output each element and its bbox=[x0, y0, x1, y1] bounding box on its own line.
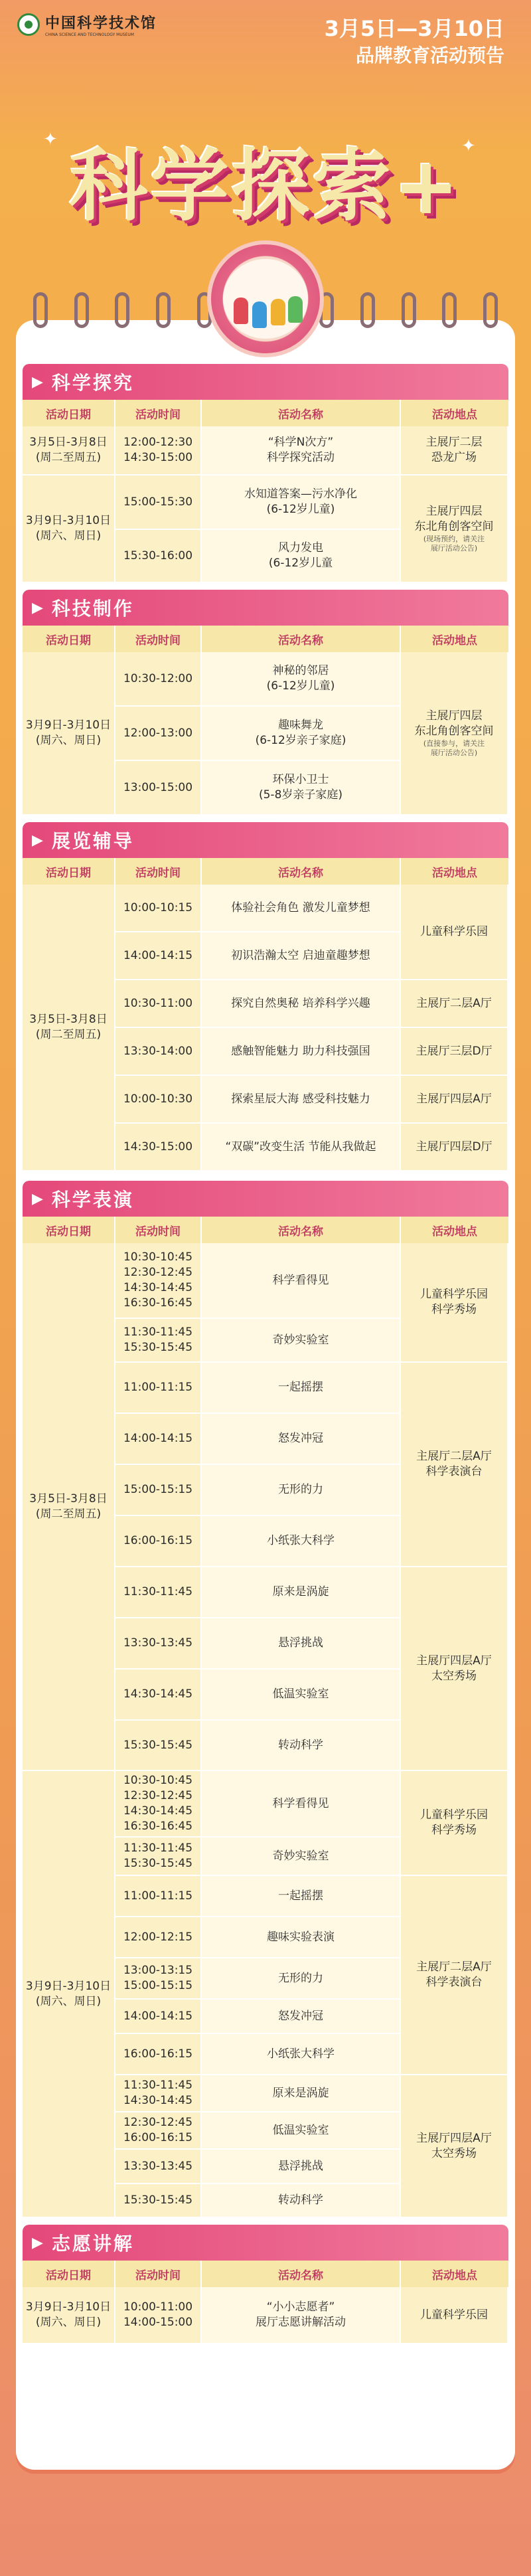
cell-activity: “双碳”改变生活 节能从我做起 bbox=[202, 1124, 401, 1171]
cell-activity: 水知道答案—污水净化 (6-12岁儿童) bbox=[202, 475, 401, 530]
col-time: 活动时间 bbox=[115, 1217, 202, 1243]
child-figure-icon bbox=[234, 298, 248, 324]
cell-place: 儿童科学乐园 科学秀场 bbox=[401, 1771, 508, 1876]
cell-activity: 小纸张大科学 bbox=[202, 2034, 401, 2075]
cell-place: 主展厅二层A厅 bbox=[401, 980, 508, 1028]
cell-time: 14:30-14:45 bbox=[115, 1670, 202, 1721]
col-place: 活动地点 bbox=[432, 634, 477, 647]
cell-place: 儿童科学乐园 bbox=[401, 2287, 508, 2344]
place-text: 主展厅四层 东北角创客空间 bbox=[414, 505, 494, 534]
cell-time: 14:30-15:00 bbox=[115, 1124, 202, 1171]
cell-time: 15:30-15:45 bbox=[115, 1721, 202, 1771]
cell-activity: 科学看得见 bbox=[202, 1243, 401, 1319]
table-body bbox=[23, 2287, 508, 2344]
cell-activity: 体验社会角色 激发儿童梦想 bbox=[202, 885, 401, 932]
chevron-icon: ▶ bbox=[32, 2234, 45, 2251]
logo-name: 中国科学技术馆 bbox=[45, 15, 157, 32]
col-place: 活动地点 bbox=[432, 2269, 477, 2282]
kids-illustration-badge bbox=[207, 240, 324, 357]
table-header bbox=[23, 400, 508, 426]
cell-place: 主展厅四层A厅 太空秀场 bbox=[401, 1567, 508, 1771]
binder-ring-icon bbox=[33, 292, 48, 328]
cell-time: 12:00-12:30 14:30-15:00 bbox=[115, 426, 202, 475]
poster-subtitle: 品牌教育活动预告 bbox=[355, 44, 504, 66]
section-title bbox=[23, 364, 508, 400]
cell-activity: 奇妙实验室 bbox=[202, 1838, 401, 1876]
section-title bbox=[23, 590, 508, 626]
cell-place: 主展厅二层 恐龙广场 bbox=[401, 426, 508, 475]
cell-time: 12:00-12:15 bbox=[115, 1917, 202, 1958]
cell-date: 3月9日-3月10日 (周六、周日) bbox=[23, 1771, 115, 2218]
table-header bbox=[23, 626, 508, 652]
cell-date: 3月9日-3月10日 (周六、周日) bbox=[23, 475, 115, 583]
col-name: 活动名称 bbox=[202, 858, 401, 885]
binder-ring-icon bbox=[483, 292, 498, 328]
col-place: 活动地点 bbox=[432, 408, 477, 422]
cell-time: 14:00-14:15 bbox=[115, 2000, 202, 2034]
cell-time: 11:00-11:15 bbox=[115, 1876, 202, 1917]
cell-time: 16:00-16:15 bbox=[115, 2034, 202, 2075]
col-name: 活动名称 bbox=[202, 1217, 401, 1243]
cell-activity: 怒发冲冠 bbox=[202, 1414, 401, 1465]
section-title-text: 科学探究 bbox=[51, 372, 134, 394]
cell-place bbox=[401, 652, 508, 816]
col-name: 活动名称 bbox=[202, 2261, 401, 2287]
chevron-icon: ▶ bbox=[32, 599, 45, 616]
section-science-inquiry bbox=[23, 364, 508, 583]
place-note: (直接参与，请关注 展厅活动公告) bbox=[423, 739, 485, 757]
place-note: (现场预约，请关注 展厅活动公告) bbox=[423, 535, 485, 553]
cell-activity: 怒发冲冠 bbox=[202, 2000, 401, 2034]
cell-place: 主展厅四层D厅 bbox=[401, 1124, 508, 1171]
cell-time: 10:30-10:45 12:30-12:45 14:30-14:45 16:30-16:45 bbox=[115, 1771, 202, 1838]
cell-time: 11:00-11:15 bbox=[115, 1363, 202, 1414]
cell-activity: 悬浮挑战 bbox=[202, 2150, 401, 2184]
section-science-show bbox=[23, 1181, 508, 2218]
sparkle-icon: ✦ bbox=[43, 129, 58, 149]
col-name: 活动名称 bbox=[202, 400, 401, 426]
cell-activity: 原来是涡旋 bbox=[202, 2075, 401, 2112]
col-place: 活动地点 bbox=[432, 866, 477, 880]
poster-title: 科学探索+ bbox=[69, 140, 462, 232]
cell-activity: 趣味舞龙 (6-12岁亲子家庭) bbox=[202, 707, 401, 761]
cell-time: 10:30-11:00 bbox=[115, 980, 202, 1028]
cell-activity: 转动科学 bbox=[202, 1721, 401, 1771]
cell-place: 主展厅二层A厅 科学表演台 bbox=[401, 1363, 508, 1567]
section-volunteer-guide bbox=[23, 2225, 508, 2344]
col-name: 活动名称 bbox=[202, 626, 401, 652]
cell-activity: 小纸张大科学 bbox=[202, 1516, 401, 1567]
logo-emblem-icon bbox=[17, 13, 40, 36]
cell-place: 儿童科学乐园 bbox=[401, 885, 508, 980]
cell-activity: 低温实验室 bbox=[202, 1670, 401, 1721]
col-date: 活动日期 bbox=[23, 400, 115, 426]
child-figure-icon bbox=[288, 296, 303, 323]
chevron-icon: ▶ bbox=[32, 373, 45, 390]
cell-place: 儿童科学乐园 科学秀场 bbox=[401, 1243, 508, 1363]
cell-place bbox=[401, 475, 508, 583]
cell-activity: 初识浩瀚太空 启迪童趣梦想 bbox=[202, 932, 401, 980]
cell-activity: 神秘的邻居 (6-12岁儿童) bbox=[202, 652, 401, 707]
binder-ring-icon bbox=[156, 292, 171, 328]
cell-time: 11:30-11:45 bbox=[115, 1567, 202, 1618]
cell-time: 11:30-11:45 14:30-14:45 bbox=[115, 2075, 202, 2112]
cell-time: 13:00-15:00 bbox=[115, 761, 202, 816]
cell-place: 主展厅二层A厅 科学表演台 bbox=[401, 1876, 508, 2075]
cell-activity: 低温实验室 bbox=[202, 2112, 401, 2150]
section-tech-making bbox=[23, 590, 508, 816]
binder-ring-icon bbox=[402, 292, 416, 328]
cell-time: 16:00-16:15 bbox=[115, 1516, 202, 1567]
section-title-text: 科技制作 bbox=[51, 598, 134, 620]
sparkle-icon: ✦ bbox=[461, 136, 476, 156]
cell-activity: 探索星辰大海 感受科技魅力 bbox=[202, 1076, 401, 1124]
logo-name-en: CHINA SCIENCE AND TECHNOLOGY MUSEUM bbox=[45, 33, 134, 37]
cell-time: 13:00-13:15 15:00-15:15 bbox=[115, 1958, 202, 2000]
cell-time: 14:00-14:15 bbox=[115, 932, 202, 980]
table-header bbox=[23, 1217, 508, 1243]
section-title-text: 志愿讲解 bbox=[51, 2233, 134, 2255]
cell-time: 11:30-11:45 15:30-15:45 bbox=[115, 1319, 202, 1363]
binder-ring-icon bbox=[74, 292, 89, 328]
cell-date: 3月9日-3月10日 (周六、周日) bbox=[23, 2287, 115, 2344]
cell-time: 15:30-16:00 bbox=[115, 530, 202, 583]
cell-time: 15:00-15:15 bbox=[115, 1465, 202, 1516]
date-range: 3月5日—3月10日 bbox=[324, 16, 504, 41]
cell-activity: 转动科学 bbox=[202, 2184, 401, 2218]
table-body bbox=[23, 652, 508, 816]
col-time: 活动时间 bbox=[115, 2261, 202, 2287]
cell-date: 3月5日-3月8日 (周二至周五) bbox=[23, 1243, 115, 1771]
cell-activity: 趣味实验表演 bbox=[202, 1917, 401, 1958]
cell-activity: 无形的力 bbox=[202, 1465, 401, 1516]
cell-time: 10:00-10:30 bbox=[115, 1076, 202, 1124]
cell-time: 10:00-10:15 bbox=[115, 885, 202, 932]
cell-activity: 奇妙实验室 bbox=[202, 1319, 401, 1363]
kids-illustration bbox=[223, 259, 308, 339]
cell-activity: 科学看得见 bbox=[202, 1771, 401, 1838]
table-header bbox=[23, 2261, 508, 2287]
cell-activity: “小小志愿者” 展厅志愿讲解活动 bbox=[202, 2287, 401, 2344]
cell-activity: 悬浮挑战 bbox=[202, 1618, 401, 1670]
cell-activity: 感触智能魅力 助力科技强国 bbox=[202, 1028, 401, 1076]
cell-date: 3月9日-3月10日 (周六、周日) bbox=[23, 652, 115, 816]
cell-activity: 无形的力 bbox=[202, 1958, 401, 2000]
binder-ring-icon bbox=[360, 292, 375, 328]
table-header bbox=[23, 858, 508, 885]
col-place: 活动地点 bbox=[432, 1225, 477, 1239]
place-text: 主展厅四层 东北角创客空间 bbox=[414, 709, 494, 738]
cell-time: 13:30-14:00 bbox=[115, 1028, 202, 1076]
cell-activity: 环保小卫士 (5-8岁亲子家庭) bbox=[202, 761, 401, 816]
cell-place: 主展厅四层A厅 bbox=[401, 1076, 508, 1124]
section-title-text: 科学表演 bbox=[51, 1189, 134, 1211]
cell-time: 11:30-11:45 15:30-15:45 bbox=[115, 1838, 202, 1876]
col-date: 活动日期 bbox=[23, 858, 115, 885]
cell-activity: 原来是涡旋 bbox=[202, 1567, 401, 1618]
museum-logo bbox=[17, 12, 157, 37]
section-title-text: 展览辅导 bbox=[51, 830, 134, 852]
section-title bbox=[23, 1181, 508, 1217]
col-date: 活动日期 bbox=[23, 2261, 115, 2287]
col-time: 活动时间 bbox=[115, 858, 202, 885]
binder-ring-icon bbox=[115, 292, 129, 328]
chevron-icon: ▶ bbox=[32, 831, 45, 849]
cell-activity: “科学N次方” 科学探究活动 bbox=[202, 426, 401, 475]
col-time: 活动时间 bbox=[115, 626, 202, 652]
cell-time: 12:00-13:00 bbox=[115, 707, 202, 761]
section-title bbox=[23, 2225, 508, 2261]
cell-time: 13:30-13:45 bbox=[115, 2150, 202, 2184]
table-body bbox=[23, 1243, 508, 2218]
chevron-icon: ▶ bbox=[32, 1190, 45, 1207]
cell-time: 14:00-14:15 bbox=[115, 1414, 202, 1465]
cell-place: 主展厅三层D厅 bbox=[401, 1028, 508, 1076]
cell-time: 15:00-15:30 bbox=[115, 475, 202, 530]
cell-time: 10:30-12:00 bbox=[115, 652, 202, 707]
cell-activity: 探究自然奥秘 培养科学兴趣 bbox=[202, 980, 401, 1028]
table-body bbox=[23, 885, 508, 1171]
cell-place: 主展厅四层A厅 太空秀场 bbox=[401, 2075, 508, 2218]
col-date: 活动日期 bbox=[23, 1217, 115, 1243]
cell-time: 12:30-12:45 16:00-16:15 bbox=[115, 2112, 202, 2150]
col-date: 活动日期 bbox=[23, 626, 115, 652]
cell-time: 13:30-13:45 bbox=[115, 1618, 202, 1670]
cell-activity: 一起摇摆 bbox=[202, 1363, 401, 1414]
binder-ring-icon bbox=[442, 292, 457, 328]
table-body bbox=[23, 426, 508, 583]
section-exhibit-guidance bbox=[23, 822, 508, 1171]
cell-date: 3月5日-3月8日 (周二至周五) bbox=[23, 885, 115, 1171]
child-figure-icon bbox=[271, 299, 285, 325]
col-time: 活动时间 bbox=[115, 400, 202, 426]
section-title bbox=[23, 822, 508, 858]
cell-time: 15:30-15:45 bbox=[115, 2184, 202, 2218]
cell-activity: 一起摇摆 bbox=[202, 1876, 401, 1917]
cell-time: 10:30-10:45 12:30-12:45 14:30-14:45 16:30-16:45 bbox=[115, 1243, 202, 1319]
cell-activity: 风力发电 (6-12岁儿童 bbox=[202, 530, 401, 583]
cell-date: 3月5日-3月8日 (周二至周五) bbox=[23, 426, 115, 475]
child-figure-icon bbox=[252, 301, 267, 328]
title-block bbox=[37, 129, 494, 236]
cell-time: 10:00-11:00 14:00-15:00 bbox=[115, 2287, 202, 2344]
